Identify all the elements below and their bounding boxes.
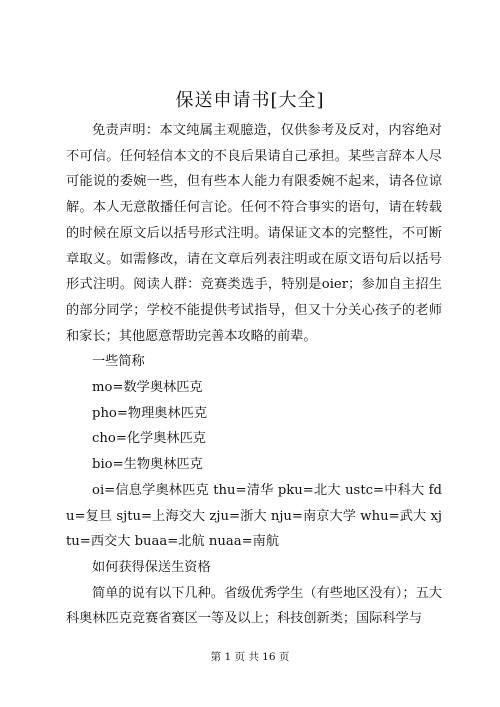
abbreviation-pho: pho=物理奥林匹克 <box>92 405 208 421</box>
abbreviations-heading: 一些简称 <box>92 354 145 370</box>
page-footer: 第 1 页 共 16 页 <box>210 651 290 663</box>
section-heading: 如何获得保送生资格 <box>92 559 211 575</box>
abbreviation-bio: bio=生物奥林匹克 <box>92 457 203 473</box>
document-body <box>66 118 442 632</box>
disclaimer-paragraph: 免责声明：本文纯属主观臆造，仅供参考及反对，内容绝对不可信。任何轻信本文的不良后果请自己承担。某些言辞本人尽可能说的委婉一些，但有些本人能力有限委婉不起来，请各位谅解。本人无意散播任何言论。任何不符合事实的语句，请在转载的时候在原文后以括号形式注明。请保证文本的完整性，不可断章取义。如需修改，请在文章后列表注明或在原文语句后以括号形式注明。阅读人群：竞赛类选手，特别是oier；参加自主招生的部分同学；学校不能提供考试指导，但又十分关心孩子的老师和家长；其他愿意帮助完善本攻略的前辈。 <box>66 123 442 344</box>
section-paragraph: 简单的说有以下几种。省级优秀学生（有些地区没有）；五大科奥林匹克竞赛省赛区一等及以上；科技创新类；国际科学与 <box>66 585 442 627</box>
document-title: 保送申请书[大全] <box>175 90 325 111</box>
abbreviation-mo: mo=数学奥林匹克 <box>92 380 203 396</box>
abbreviation-list: oi=信息学奥林匹克 thu=清华 pku=北大 ustc=中科大 fdu=复旦 sjtu=上海交大 zju=浙大 nju=南京大学 whu=武大 xjtu=西交大 buaa=北航 nuaa=南航 <box>66 482 442 550</box>
abbreviation-cho: cho=化学奥林匹克 <box>92 431 206 447</box>
